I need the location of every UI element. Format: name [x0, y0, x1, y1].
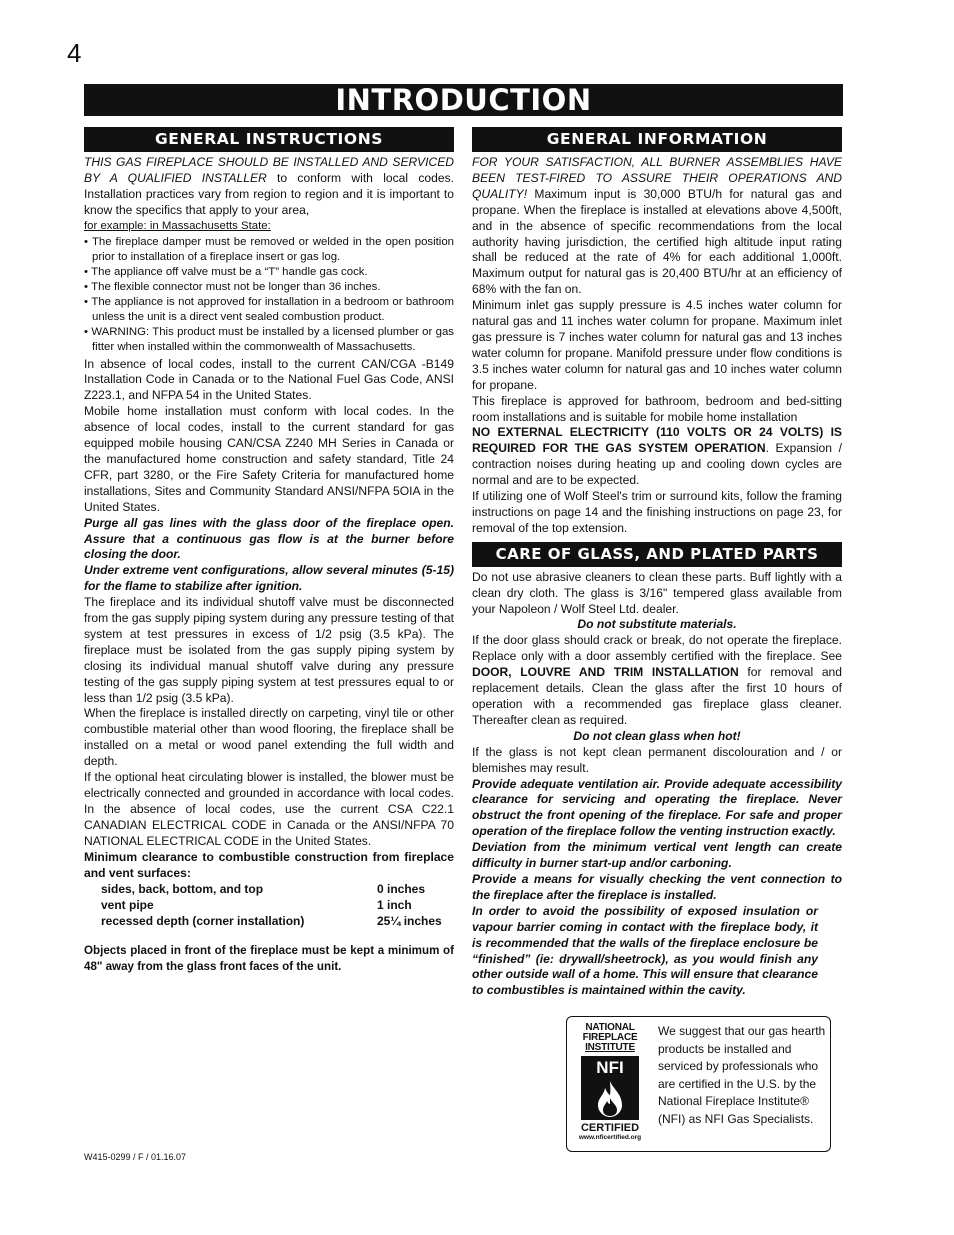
nfi-logo	[577, 1023, 643, 1142]
nfi-certified-label: CERTIFIED	[580, 1122, 640, 1134]
list-item: • WARNING: This product must be installed by a licensed plumber or gas fitter when installed within the commonwealth of Massachusetts.	[84, 325, 454, 355]
table-row	[101, 913, 442, 929]
table-row	[101, 897, 442, 913]
mobile-home-paragraph: Mobile home installation must conform with local codes. In the absence of local codes, install to the current standard for gas equipped mobile housing CAN/CSA Z240 MH Series in Canada or the manufactured home construction and safety standard, Title 24 CFR, part 3280, or the Fire Safety Criteria for manufactured home installations, Sites and Community Standard ANSI/NFPA 5OIA in the United States.	[84, 404, 454, 514]
nfi-notice-box	[566, 1016, 831, 1152]
carpet-paragraph: When the fireplace is installed directly on carpeting, vinyl tile or other combustible material other than wood flooring, the fireplace shall be installed on a metal or wood panel extending the full width and depth.	[84, 706, 454, 769]
nfi-badge	[581, 1056, 639, 1120]
ventilation-warning: Provide adequate ventilation air. Provide adequate accessibility clearance for servicing and operating the fireplace. Never obstruct the front opening of the fireplace. For safe and proper operation of the fireplace follow the venting instruction exactly.	[472, 776, 842, 839]
clearance-value: 25¼ inches	[377, 914, 442, 929]
list-item: • The appliance off valve must be a “T” handle gas cock.	[84, 265, 454, 280]
trim-paragraph: If utilizing one of Wolf Steel's trim or surround kits, follow the framing instructions on page 14 and the finishing instructions on page 23, for removal of the top extension.	[472, 489, 842, 535]
insulation-warning: In order to avoid the possibility of exposed insulation or vapour barrier coming in contact with the fireplace body, it is recommended that the walls of the fireplace enclosure be “finished” (ie: drywall/sheetrock), as you would finish any other outside wall of a home. This will ensure that clearance to combustibles is maintained within the cavity.	[472, 903, 818, 998]
flame-icon	[595, 1080, 625, 1118]
clearance-label: sides, back, bottom, and top	[101, 882, 264, 897]
purge-warning: Purge all gas lines with the glass door of the fireplace open. Assure that a continuous gas flow is at the burner before closing the door.	[84, 515, 454, 562]
shutoff-paragraph: The fireplace and its individual shutoff valve must be disconnected from the gas supply piping system during any pressure testing of that system at test pressures in excess of 1/2 psig (3.5 kPa). The fireplace must be isolated from the gas supply piping system by closing its individual manual shutoff valve during any pressure testing of the gas supply piping system at test pressures equal to or less than 1/2 psig (3.5 kPa).	[84, 595, 454, 705]
test-fired-paragraph	[472, 155, 842, 298]
nfi-recommendation: We suggest that our gas hearth products be installed and serviced by professionals who are certified in the U.S. by the National Fireplace Institute® (NFI) as NFI Gas Specialists.	[658, 1024, 826, 1126]
clearance-label: recessed depth (corner installation)	[101, 914, 305, 929]
general-instructions-heading: GENERAL INSTRUCTIONS	[84, 127, 454, 152]
general-information-column	[472, 127, 842, 999]
electricity-notice: NO EXTERNAL ELECTRICITY (110 VOLTS OR 24 VOLTS) IS REQUIRED FOR THE GAS SYSTEM OPERATION	[472, 425, 842, 456]
installer-paragraph	[84, 155, 454, 219]
nfi-org-line: FIREPLACE	[582, 1032, 638, 1043]
list-item: • The fireplace damper must be removed or welded in the open position prior to installation of a fireplace insert or gas log.	[84, 235, 454, 265]
pressure-paragraph: Minimum inlet gas supply pressure is 4.5 inches water column for natural gas and 11 inches water column for propane. Maximum inlet gas pressure is 7 inches water column for natural gas and 13 inches water column for propane. Manifold pressure under flow conditions is 3.5 inches water column for natural gas and 10 inches water column for propane.	[472, 298, 842, 392]
page-title: INTRODUCTION	[84, 84, 843, 116]
glass-crack-paragraph	[472, 633, 842, 728]
codes-paragraph: In absence of local codes, install to the current CAN/CGA -B149 Installation Code in Canada or to the National Fuel Gas Code, ANSI Z223.1, and NFPA 54 in the United States.	[84, 356, 454, 403]
electricity-rest: . Expansion / contraction noises during heating up and cooling down cycles are normal and are to be expected.	[472, 441, 842, 488]
table-row	[101, 881, 442, 897]
installer-rest: to conform with local codes. Installation practices vary from region to region and it is important to know the specifics that apply to your area,	[84, 170, 454, 217]
test-fired-rest: Maximum input is 30,000 BTU/h for natural gas and propane. When the fireplace is installed at elevations above 4,500ft, and in the absence of specific recommendations from the local authority having jurisdiction, the certified high altitude input rating shall be reduced at the rate of 4% for each additional 1,000ft. Maximum output for natural gas is 20,400 BTU/hr at an efficiency of 68% with the fan on.	[472, 186, 842, 297]
care-of-glass-heading: CARE OF GLASS, AND PLATED PARTS	[472, 542, 842, 567]
nfi-url: www.nficertified.org	[578, 1134, 642, 1141]
hot-glass-warning: Do not clean glass when hot!	[573, 728, 741, 743]
blower-paragraph: If the optional heat circulating blower is installed, the blower must be electrically connected and grounded in accordance with local codes. In the absence of local codes, use the current CSA C22.1 CANADIAN ELECTRICAL CODE in Canada or the ANSI/NFPA 70 NATIONAL ELECTRICAL CODE in the United States.	[84, 770, 454, 848]
massachusetts-label: for example: in Massachusetts State:	[84, 219, 271, 232]
clearance-value: 1 inch	[377, 898, 412, 913]
clearance-label: vent pipe	[101, 898, 154, 913]
objects-paragraph: Objects placed in front of the fireplace must be kept a minimum of 48" away from the glass front faces of the unit.	[84, 944, 454, 974]
clearance-heading: Minimum clearance to combustible construction from fireplace and vent surfaces:	[84, 849, 454, 880]
clearance-table	[101, 881, 442, 929]
document-code: W415-0299 / F / 01.16.07	[84, 1152, 187, 1162]
abrasive-paragraph: Do not use abrasive cleaners to clean these parts. Buff lightly with a clean dry cloth. The glass is 3/16" tempered glass available from your Napoleon / Wolf Steel Ltd. dealer.	[472, 569, 842, 616]
deviation-warning: Deviation from the minimum vertical vent length can create difficulty in burner start-up and/or carboning.	[472, 840, 842, 871]
installer-notice: THIS GAS FIREPLACE SHOULD BE INSTALLED AND SERVICED BY A QUALIFIED INSTALLER	[84, 155, 454, 185]
vent-check-warning: Provide a means for visually checking the vent connection to the fireplace after the fireplace is installed.	[472, 871, 842, 902]
nfi-org-line: NATIONAL	[585, 1022, 635, 1033]
door-louvre-reference: DOOR, LOUVRE AND TRIM INSTALLATION	[472, 665, 739, 680]
massachusetts-list	[84, 235, 454, 355]
electricity-paragraph	[472, 425, 842, 489]
nfi-org-line: INSTITUTE	[585, 1042, 635, 1053]
page-number: 4	[67, 38, 82, 68]
approved-paragraph: This fireplace is approved for bathroom, bedroom and bed-sitting room installations and is suitable for mobile home installation	[472, 393, 842, 424]
vent-warning: Under extreme vent configurations, allow several minutes (5-15) for the flame to stabilize after ignition.	[84, 563, 454, 594]
glass-crack-text-cont: for removal and replacement details. Clean the glass after the first 10 hours of operation with a recommended gas fireplace glass cleaner. Thereafter clean as required.	[472, 665, 842, 727]
glass-crack-text: If the door glass should crack or break, do not operate the fireplace. Replace only with a door assembly certified with the fireplace. See	[472, 633, 842, 664]
list-item: • The appliance is not approved for installation in a bedroom or bathroom unless the unit is a direct vent sealed combustion product.	[84, 295, 454, 325]
list-item: • The flexible connector must not be longer than 36 inches.	[84, 280, 454, 295]
clearance-value: 0 inches	[377, 882, 426, 897]
substitute-warning: Do not substitute materials.	[577, 617, 737, 632]
discolour-paragraph: If the glass is not kept clean permanent discolouration and / or blemishes may result.	[472, 744, 842, 775]
test-fired-notice: FOR YOUR SATISFACTION, ALL BURNER ASSEMBLIES HAVE BEEN TEST-FIRED TO ASSURE THEIR OPERATIONS AND QUALITY!	[472, 155, 842, 201]
nfi-badge-letters: NFI	[596, 1058, 624, 1077]
general-information-heading: GENERAL INFORMATION	[472, 127, 842, 152]
general-instructions-column	[84, 127, 454, 975]
